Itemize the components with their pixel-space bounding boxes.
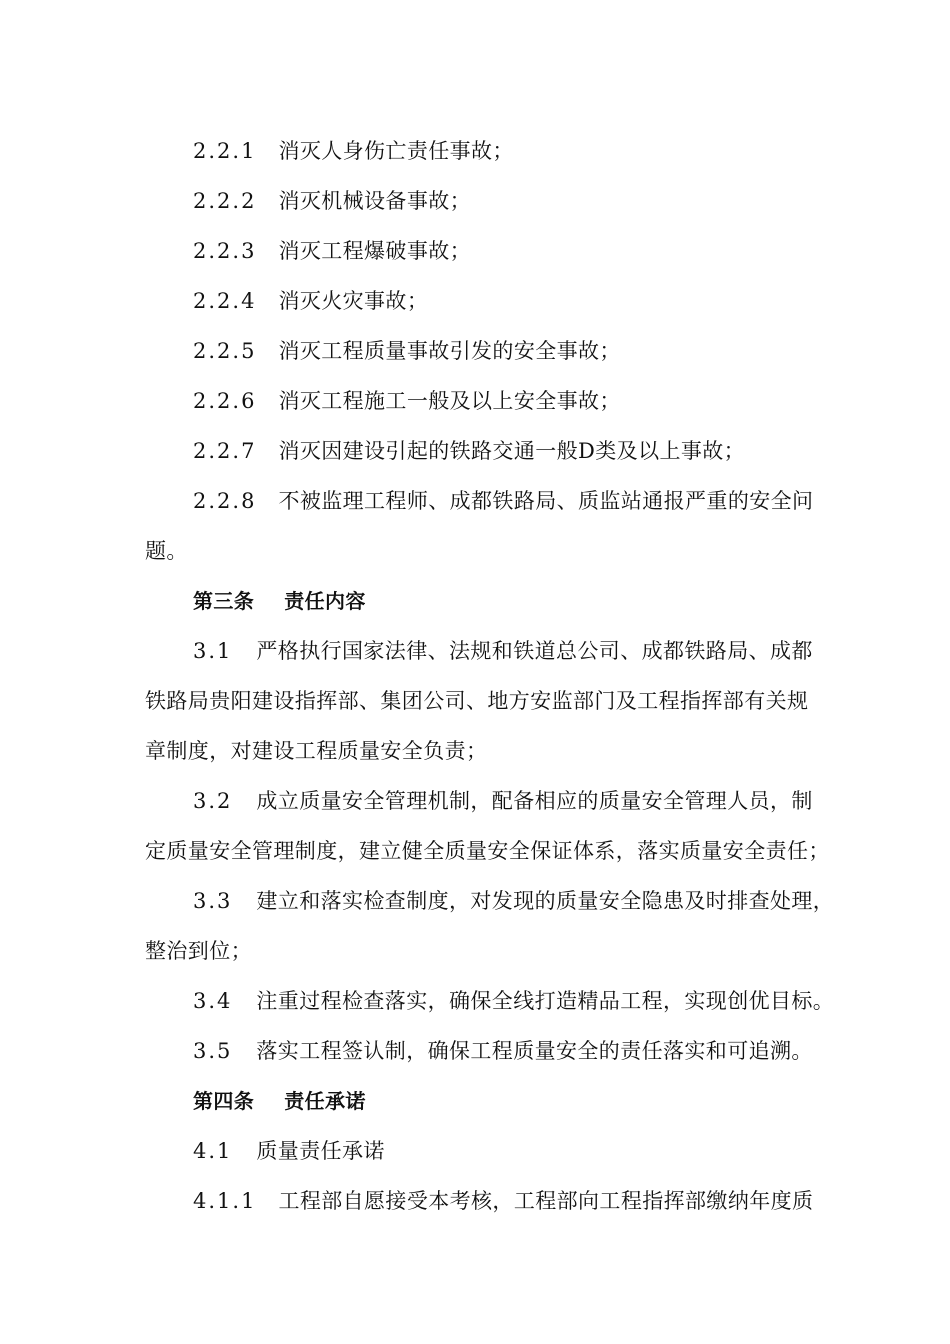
- clause-4-1: [145, 1126, 845, 1176]
- clause-text: 不被监理工程师、成都铁路局、质监站通报严重的安全问: [278, 489, 814, 513]
- clause-number: 2.2.7: [193, 439, 257, 463]
- clause-text: 消灭工程爆破事故；: [278, 239, 472, 263]
- clause-text: 建立和落实检查制度，对发现的质量安全隐患及时排查处理，: [256, 889, 835, 913]
- clause-number: 4.1.1: [193, 1189, 257, 1213]
- clause-3-1-continuation: 章制度，对建设工程质量安全负责；: [145, 739, 488, 763]
- clause-2-2-1: [145, 126, 845, 176]
- clause-2-2-6: [145, 376, 845, 426]
- clause-number: 2.2.8: [193, 489, 257, 513]
- clause-text: 消灭机械设备事故；: [278, 189, 472, 213]
- clause-2-2-4: [145, 276, 845, 326]
- clause-3-4: [145, 976, 845, 1026]
- clause-2-2-2: [145, 176, 845, 226]
- clause-text: 工程部自愿接受本考核，工程部向工程指挥部缴纳年度质: [278, 1189, 814, 1213]
- document-page: [145, 126, 845, 1226]
- clause-3-1: [145, 626, 845, 676]
- clause-number: 2.2.1: [193, 139, 257, 163]
- clause-number: 2.2.4: [193, 289, 257, 313]
- clause-number: 3.5: [193, 1039, 233, 1063]
- clause-text: 严格执行国家法律、法规和铁道总公司、成都铁路局、成都: [256, 639, 813, 663]
- clause-3-2-continuation: 定质量安全管理制度，建立健全质量安全保证体系，落实质量安全责任；: [145, 839, 830, 863]
- clause-text: 消灭工程施工一般及以上安全事故；: [278, 389, 621, 413]
- clause-text: 消灭人身伤亡责任事故；: [278, 139, 514, 163]
- clause-4-1-1: [145, 1176, 845, 1226]
- clause-number: 2.2.5: [193, 339, 257, 363]
- clause-text: 成立质量安全管理机制，配备相应的质量安全管理人员，制: [256, 789, 813, 813]
- article-title: 责任承诺: [284, 1089, 366, 1113]
- clause-number: 2.2.6: [193, 389, 257, 413]
- clause-text: 落实工程签认制，确保工程质量安全的责任落实和可追溯。: [256, 1039, 813, 1063]
- clause-number: 3.1: [193, 639, 233, 663]
- clause-3-1-continuation: 铁路局贵阳建设指挥部、集团公司、地方安监部门及工程指挥部有关规: [145, 689, 809, 713]
- clause-text: 消灭因建设引起的铁路交通一般D类及以上事故；: [278, 439, 746, 463]
- clause-number: 3.4: [193, 989, 233, 1013]
- clause-3-3: [145, 876, 845, 926]
- clause-2-2-8-continuation: 题。: [145, 539, 188, 563]
- clause-text: 注重过程检查落实，确保全线打造精品工程，实现创优目标。: [256, 989, 835, 1013]
- clause-2-2-5: [145, 326, 845, 376]
- clause-text: 质量责任承诺: [256, 1139, 385, 1163]
- article-4-heading: [145, 1076, 845, 1126]
- clause-2-2-3: [145, 226, 845, 276]
- article-label: 第四条: [193, 1089, 255, 1113]
- clause-number: 3.2: [193, 789, 233, 813]
- clause-3-3-continuation: 整治到位；: [145, 939, 252, 963]
- clause-3-5: [145, 1026, 845, 1076]
- article-3-heading: [145, 576, 845, 626]
- clause-number: 3.3: [193, 889, 233, 913]
- article-title: 责任内容: [284, 589, 366, 613]
- clause-number: 2.2.2: [193, 189, 257, 213]
- clause-2-2-8: [145, 476, 845, 526]
- clause-number: 2.2.3: [193, 239, 257, 263]
- clause-3-2: [145, 776, 845, 826]
- clause-text: 消灭工程质量事故引发的安全事故；: [278, 339, 621, 363]
- clause-number: 4.1: [193, 1139, 233, 1163]
- article-label: 第三条: [193, 589, 255, 613]
- clause-text: 消灭火灾事故；: [278, 289, 429, 313]
- clause-2-2-7: [145, 426, 845, 476]
